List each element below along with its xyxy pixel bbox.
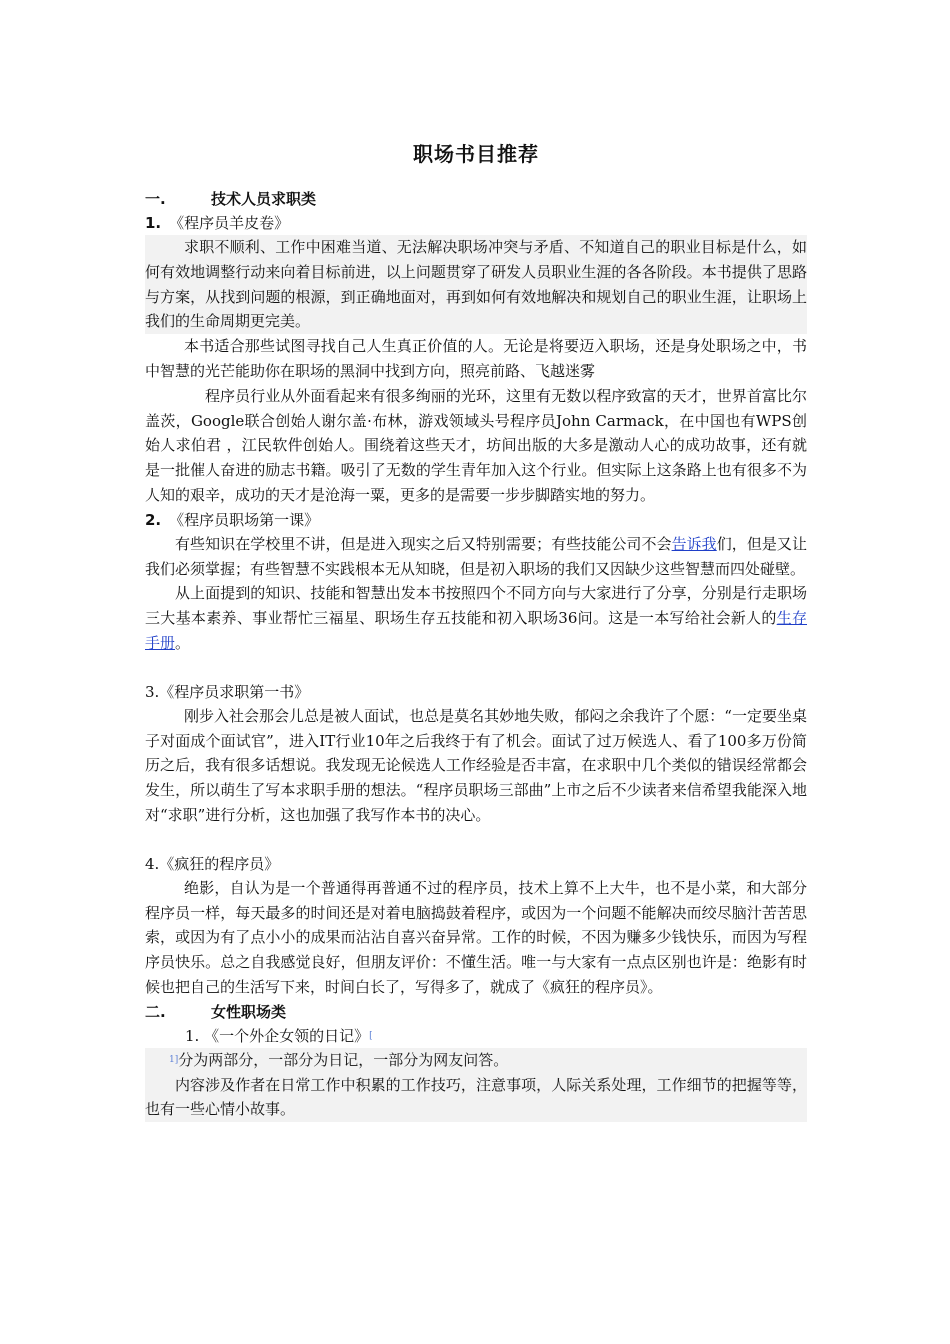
book-title-5 (145, 1024, 807, 1048)
book-title-1 (145, 211, 807, 235)
document-body (145, 138, 807, 1122)
page-title: 职场书目推荐 (413, 142, 539, 166)
book5-paragraph-2: 内容涉及作者在日常工作中积累的工作技巧，注意事项，人际关系处理，工作细节的把握等等，也有一些心情小故事。 (145, 1073, 807, 1123)
book3-paragraph-1: 刚步入社会那会儿总是被人面试，也总是莫名其妙地失败，郁闷之余我许了个愿：“一定要坐桌子对面成个面试官”，进入IT行业10年之后我终于有了机会。面试了过万候选人、看了100多万份简历之后，我有很多话想说。我发现无论候选人工作经验是否丰富，在求职中几个类似的错误经常都会发生，所以萌生了写本求职手册的想法。“程序员职场三部曲”上市之后不少读者来信希望我能深入地对“求职”进行分析，这也加强了我写作本书的决心。 (145, 706, 807, 824)
book-number: 1. (145, 214, 162, 232)
section-heading-women (145, 1000, 807, 1024)
book2-paragraph-2 (145, 581, 807, 655)
section-label: 女性职场类 (211, 1002, 287, 1021)
book1-paragraph-1: 求职不顺利、工作中困难当道、无法解决职场冲突与矛盾、不知道自己的职业目标是什么，如何有效地调整行动来向着目标前进，以上问题贯穿了研发人员职业生涯的各各阶段。本书提供了思路与方案，从找到问题的根源，到正确地面对，再到如何有效地解决和规划自己的职业生涯，让职场上我们的生命周期更完美。 (145, 235, 807, 334)
footnote-marker[interactable]: 1] (169, 1054, 179, 1065)
book1-paragraph-3: 程序员行业从外面看起来有很多绚丽的光环，这里有无数以程序致富的天才，世界首富比尔盖茨，Google联合创始人谢尔盖·布林，游戏领域头号程序员John Carmack，在中国也有WPS创始人求伯君 ，江民软件创始人。围绕着这些天才，坊间出版的大多是激动人心的成功故事，还有就是一批催人奋进的励志书籍。吸引了无数的学生青年加入这个行业。但实际上这条路上也有很多不为人知的艰辛，成功的天才是沧海一粟，更多的是需要一步步脚踏实地的努力。 (145, 386, 807, 504)
book-name: 1. 《一个外企女领的日记》 (185, 1026, 370, 1045)
text-run: 从上面提到的知识、技能和智慧出发本书按照四个不同方向与大家进行了分享，分别是行走职场三大基本素养、事业帮忙三福星、职场生存五技能和初入职场36问。这是一本写给社会新人的 (145, 584, 807, 628)
book-title-3: 3.《程序员求职第一书》 (145, 682, 310, 701)
spacer (145, 656, 807, 680)
section-label: 技术人员求职类 (211, 190, 317, 208)
footnote-marker[interactable]: [ (369, 1030, 373, 1041)
text-run: 分为两部分，一部分为日记，一部分为网友问答。 (178, 1050, 509, 1069)
book-title-2 (145, 508, 807, 532)
book2-paragraph-1 (145, 532, 807, 582)
section-number: 二. (145, 1002, 166, 1021)
text-run: 。 (175, 633, 191, 652)
link-tell-me[interactable]: 告诉我 (671, 534, 717, 553)
link-survival-handbook[interactable]: 生存手册 (145, 609, 807, 652)
book5-paragraph-1 (145, 1048, 807, 1073)
book1-paragraph-2: 本书适合那些试图寻找自己人生真正价值的人。无论是将要迈入职场，还是身处职场之中，书中智慧的光芒能助你在职场的黑洞中找到方向，照亮前路、飞越迷雾 (145, 337, 807, 380)
book-name: 《程序员羊皮卷》 (169, 214, 290, 232)
book-name: 《程序员职场第一课》 (169, 510, 320, 529)
book-number: 2. (145, 510, 162, 529)
spacer (145, 828, 807, 852)
section-heading-tech (145, 187, 807, 211)
book-title-4: 4.《疯狂的程序员》 (145, 854, 280, 873)
text-run: 有些知识在学校里不讲，但是进入现实之后又特别需要；有些技能公司不会 (175, 534, 672, 553)
book4-paragraph-1: 绝影，自认为是一个普通得再普通不过的程序员，技术上算不上大牛，也不是小菜，和大部分程序员一样，每天最多的时间还是对着电脑捣鼓着程序，或因为一个问题不能解决而绞尽脑汁苦苦思索，或因为有了点小小的成果而沾沾自喜兴奋异常。工作的时候，不因为赚多少钱快乐，而因为写程序员快乐。总之自我感觉良好，但朋友评价：不懂生活。唯一与大家有一点点区别也许是：绝影有时候也把自己的生活写下来，时间白长了，写得多了，就成了《疯狂的程序员》。 (145, 878, 807, 996)
section-number: 一. (145, 190, 166, 208)
text-run: 们，但是又让我们必须掌握；有些智慧不实践根本无从知晓，但是初入职场的我们又因缺少这些智慧而四处碰壁。 (145, 534, 807, 578)
